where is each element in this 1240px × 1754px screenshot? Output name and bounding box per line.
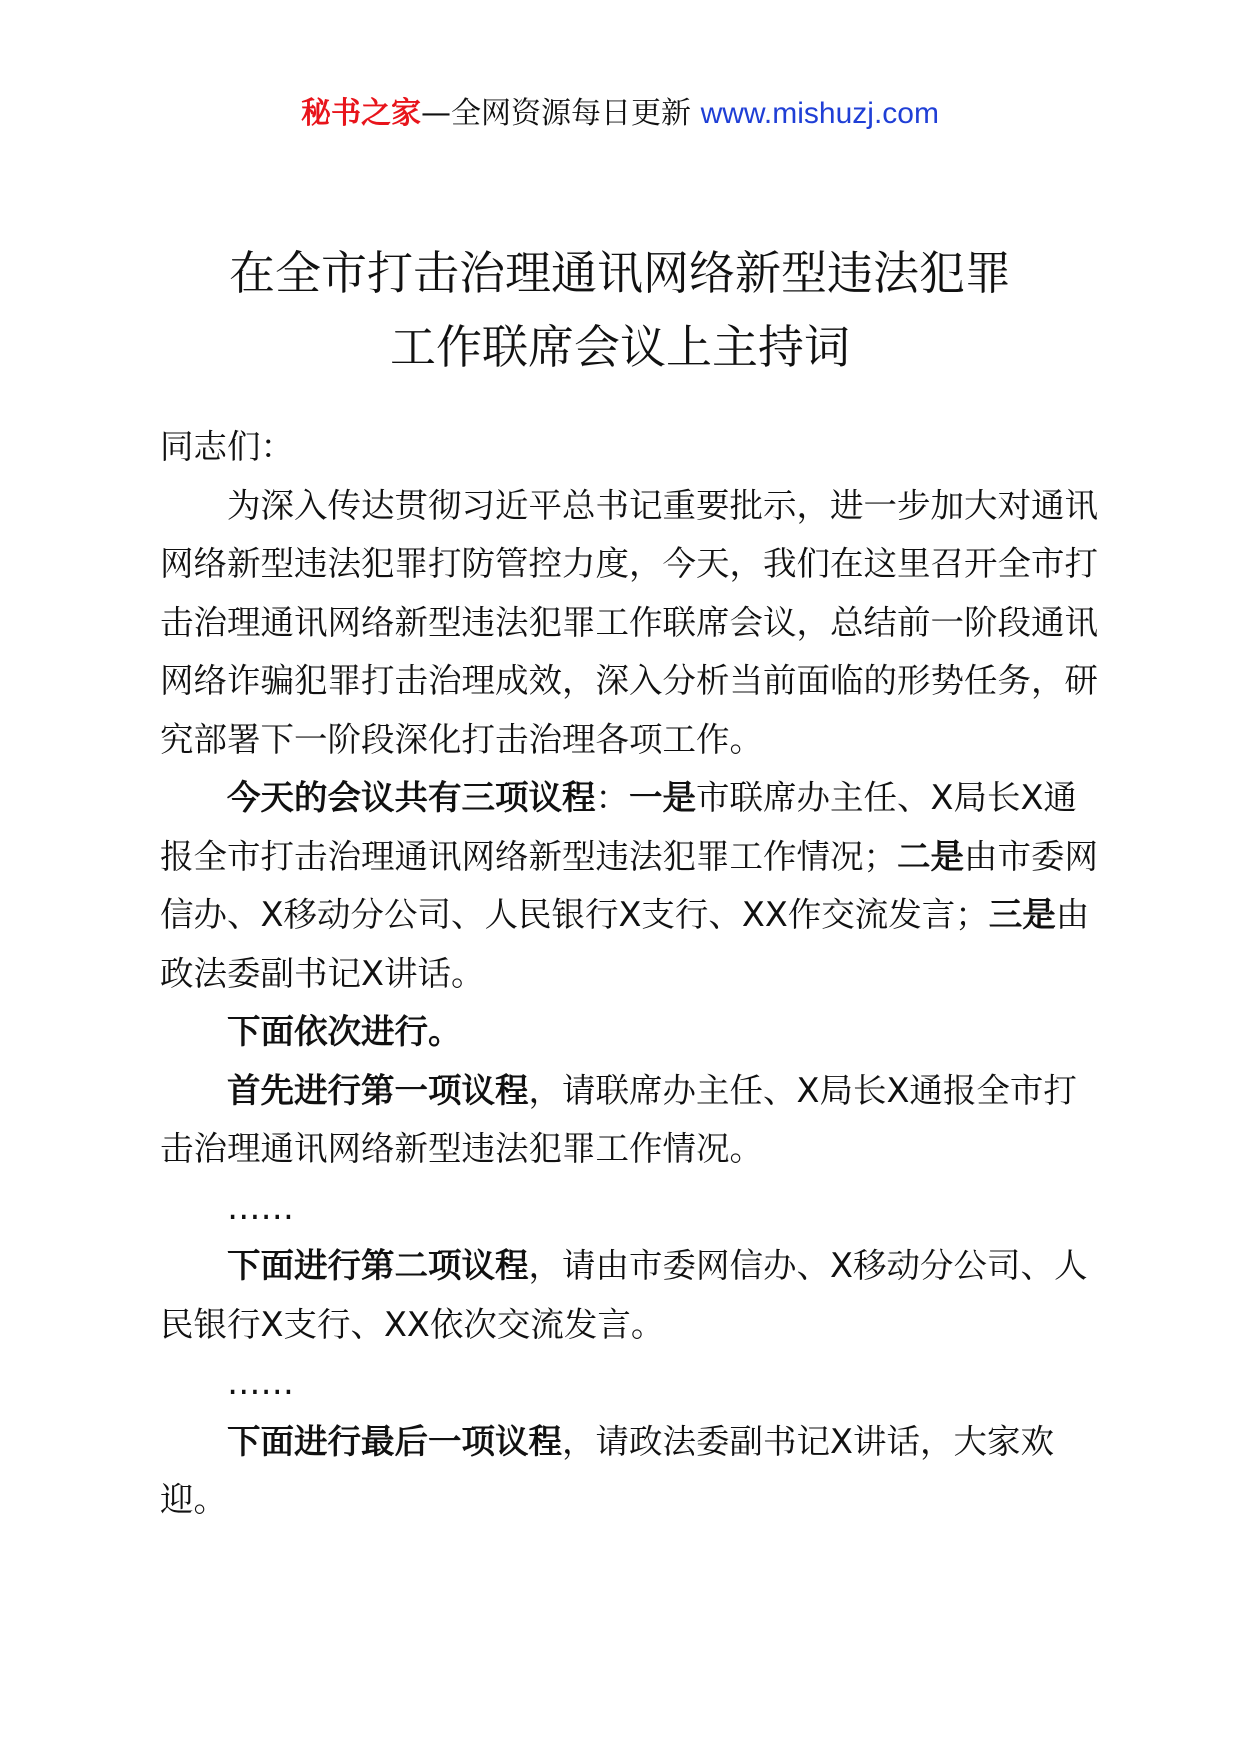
proceed-text: 下面依次进行。 — [227, 1012, 462, 1051]
item-2-heading: 下面进行第二项议程 — [227, 1246, 529, 1285]
paragraph-item-3 — [160, 1413, 1100, 1530]
paragraph-intro: 为深入传达贯彻习近平总书记重要批示，进一步加大对通讯网络新型违法犯罪打防管控力度，今天，我们在这里召开全市打击治理通讯网络新型违法犯罪工作联席会议，总结前一阶段通讯网络诈骗犯罪打击治理成效，深入分析当前面临的形势任务，研究部署下一阶段深化打击治理各项工作。 — [160, 485, 1098, 759]
agenda-item-3-text: 由政法委副书记X讲话。 — [160, 895, 1090, 993]
item-1-heading: 首先进行第一项议程 — [227, 1070, 529, 1110]
paragraph-proceed — [160, 1003, 1100, 1062]
item-3-text: ，请政法委副书记X讲话，大家欢迎。 — [160, 1421, 1054, 1519]
agenda-heading: 今天的会议共有三项议程 — [227, 778, 596, 817]
ellipsis-1: …… — [227, 1187, 294, 1227]
site-header — [0, 94, 1240, 134]
item-3-heading: 下面进行最后一项议程 — [227, 1421, 562, 1461]
title-line-1: 在全市打击治理通讯网络新型违法犯罪 — [229, 246, 1011, 300]
paragraph-item-2 — [160, 1237, 1100, 1354]
agenda-item-3-label: 三是 — [988, 895, 1056, 934]
salutation: 同志们： — [160, 427, 294, 466]
ellipsis-2: …… — [227, 1363, 294, 1402]
document-body — [160, 418, 1100, 1530]
agenda-item-1-label: 一是 — [629, 778, 696, 817]
paragraph-item-1 — [160, 1062, 1100, 1179]
header-tagline: —全网资源每日更新 — [421, 96, 701, 131]
title-line-2: 工作联席会议上主持词 — [390, 320, 850, 374]
brand-name: 秘书之家 — [301, 96, 422, 131]
paragraph-agenda — [160, 769, 1100, 1003]
site-url-link[interactable]: www.mishuzj.com — [700, 97, 939, 130]
agenda-colon: ： — [595, 778, 629, 817]
item-1-text: ，请联席办主任、X局长X通报全市打击治理通讯网络新型违法犯罪工作情况。 — [160, 1070, 1077, 1168]
item-2-text: ，请由市委网信办、X移动分公司、人民银行X支行、XX依次交流发言。 — [160, 1246, 1088, 1344]
agenda-item-2-text: 由市委网信办、X移动分公司、人民银行X支行、XX作交流发言； — [160, 836, 1098, 934]
document-title — [0, 236, 1240, 384]
agenda-item-1-text: 市联席办主任、X局长X通报全市打击治理通讯网络新型违法犯罪工作情况； — [160, 778, 1077, 876]
agenda-item-2-label: 二是 — [897, 836, 964, 876]
